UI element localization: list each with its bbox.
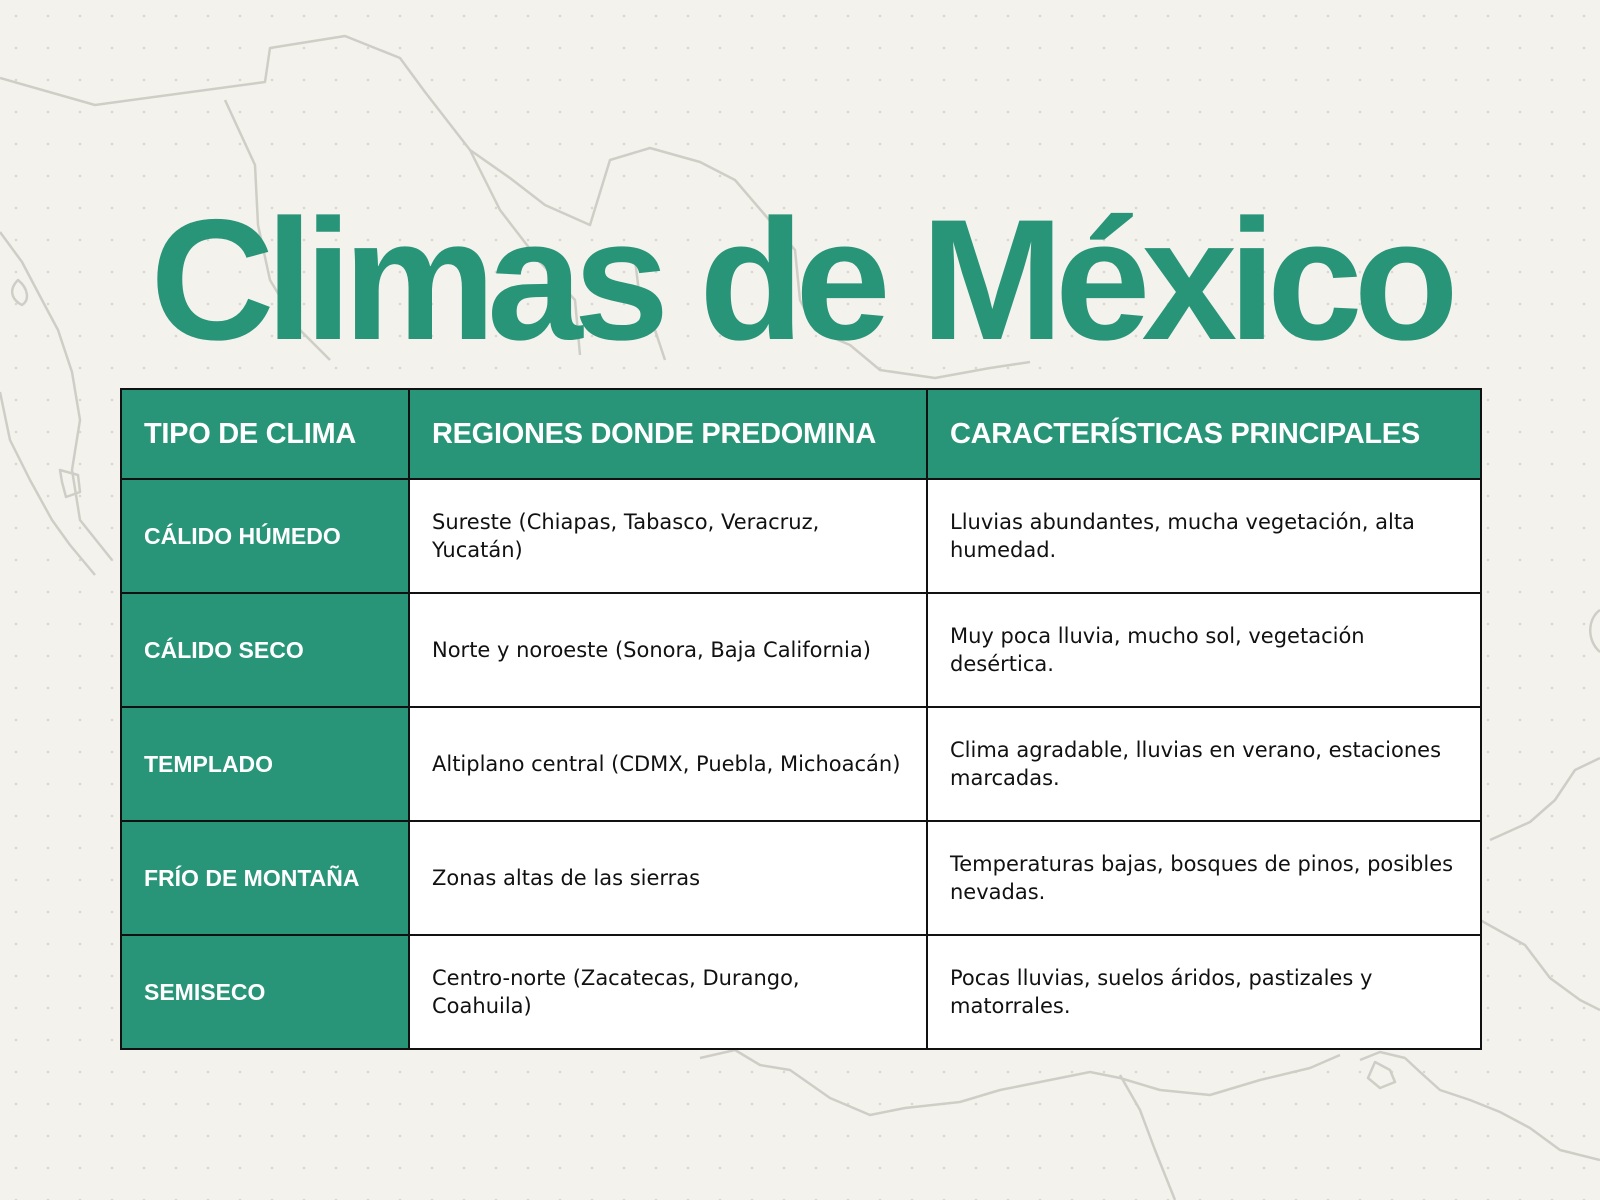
climate-type-cell: CÁLIDO SECO [121,593,409,707]
header-caracteristicas: CARACTERÍSTICAS PRINCIPALES [927,389,1481,479]
regions-cell: Centro-norte (Zacatecas, Durango, Coahuila) [409,935,927,1049]
climate-type-cell: FRÍO DE MONTAÑA [121,821,409,935]
table-row [121,593,1481,707]
characteristics-cell: Lluvias abundantes, mucha vegetación, alta humedad. [927,479,1481,593]
header-tipo-de-clima: TIPO DE CLIMA [121,389,409,479]
table-row [121,479,1481,593]
characteristics-cell: Pocas lluvias, suelos áridos, pastizales y matorrales. [927,935,1481,1049]
regions-cell: Altiplano central (CDMX, Puebla, Michoacán) [409,707,927,821]
regions-cell: Zonas altas de las sierras [409,821,927,935]
characteristics-cell: Muy poca lluvia, mucho sol, vegetación desértica. [927,593,1481,707]
table-header-row [121,389,1481,479]
characteristics-cell: Clima agradable, lluvias en verano, estaciones marcadas. [927,707,1481,821]
climate-table [120,388,1482,1050]
regions-cell: Norte y noroeste (Sonora, Baja California) [409,593,927,707]
page-title: Climas de México [150,184,1450,376]
regions-cell: Sureste (Chiapas, Tabasco, Veracruz, Yucatán) [409,479,927,593]
header-regiones: REGIONES DONDE PREDOMINA [409,389,927,479]
climate-type-cell: SEMISECO [121,935,409,1049]
characteristics-cell: Temperaturas bajas, bosques de pinos, posibles nevadas. [927,821,1481,935]
table-row [121,821,1481,935]
table-row [121,935,1481,1049]
climate-type-cell: TEMPLADO [121,707,409,821]
climate-type-cell: CÁLIDO HÚMEDO [121,479,409,593]
table-row [121,707,1481,821]
